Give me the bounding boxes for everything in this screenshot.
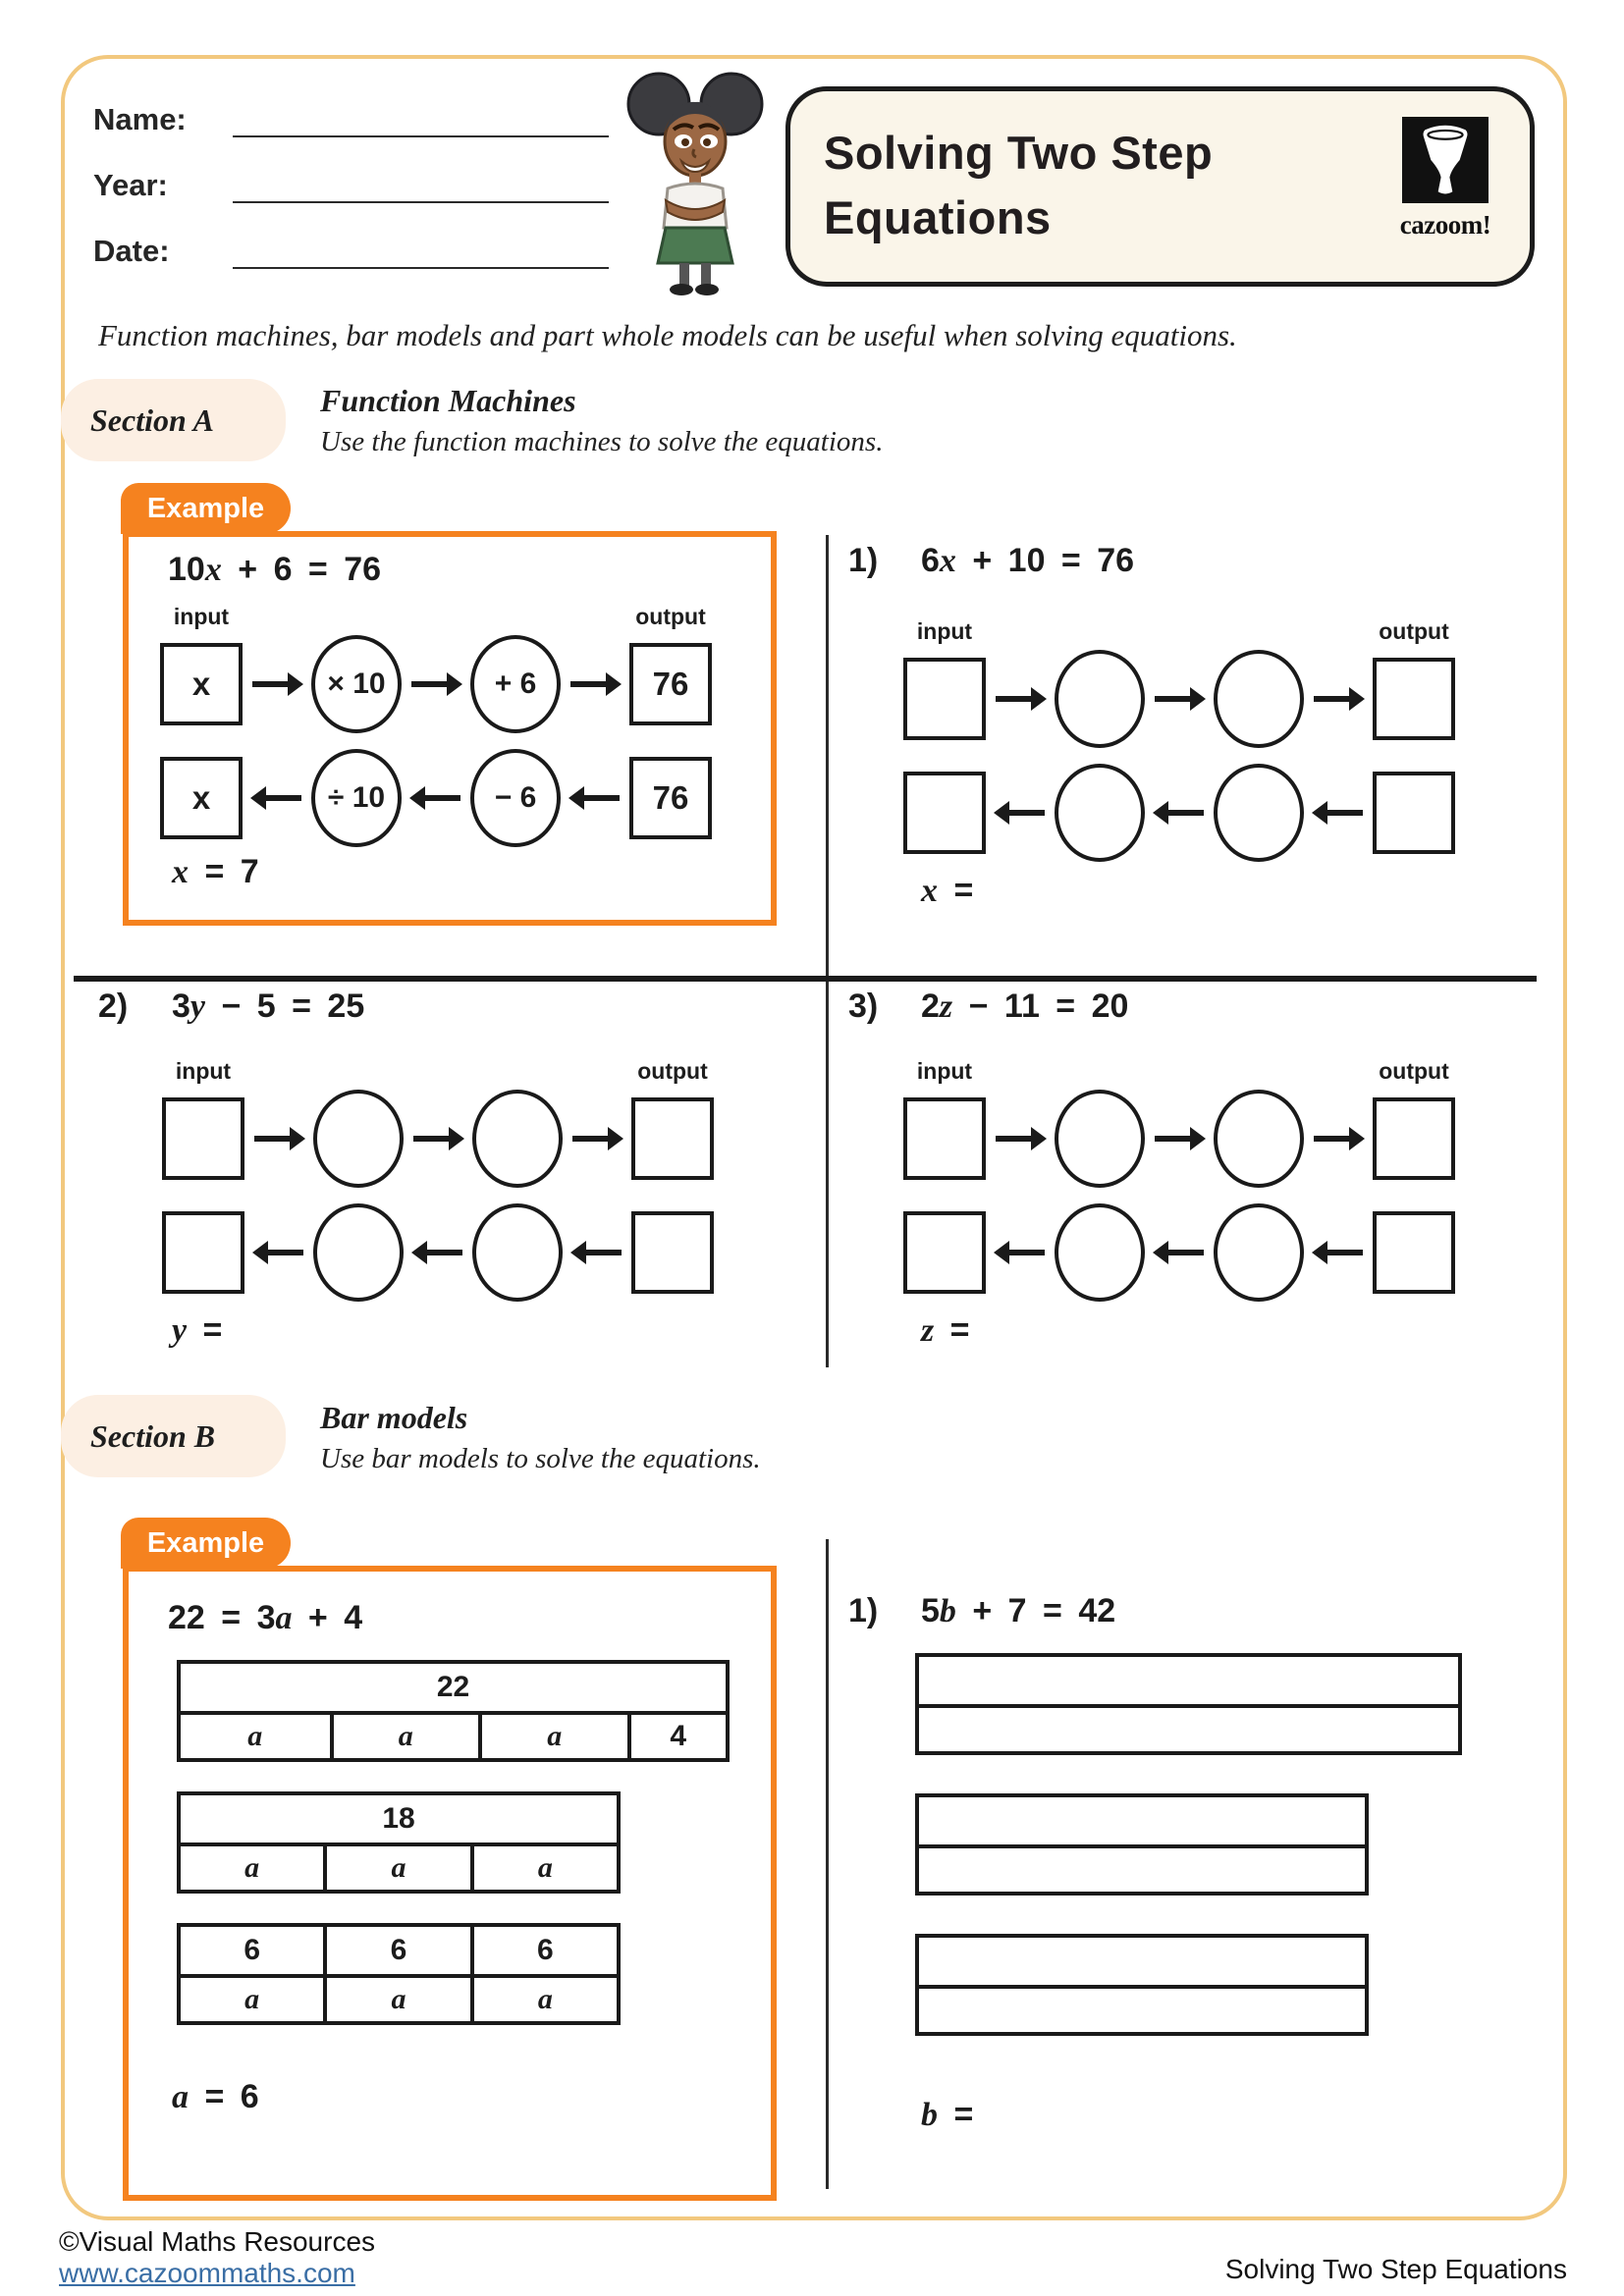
output-label: output (637, 1058, 708, 1084)
answer-blank[interactable] (973, 2100, 1081, 2133)
machine-forward-row (903, 1090, 1455, 1188)
operation-circle-blank[interactable] (472, 1203, 563, 1302)
row-divider-a (74, 976, 1537, 982)
bar-part-cell: a (330, 1715, 479, 1758)
section-a-label: Section A (90, 401, 214, 438)
arrow-left-icon (570, 1241, 623, 1264)
arrow-left-icon (411, 1241, 464, 1264)
bar-blank-cell[interactable] (919, 1938, 1365, 1985)
arrow-left-icon (252, 1241, 305, 1264)
problem-a1-answer: x = (921, 872, 1081, 910)
cazoom-logo (1386, 117, 1504, 240)
bar-part-cell: 4 (627, 1715, 727, 1758)
year-row (93, 164, 609, 203)
arrow-left-icon (1312, 1241, 1365, 1264)
example-box-b (123, 1566, 777, 2201)
arrow-right-icon (1312, 1127, 1365, 1150)
output-box-blank[interactable] (1373, 658, 1455, 740)
arrow-left-icon (994, 801, 1047, 825)
section-a-instruction: Use the function machines to solve the equations. (320, 426, 884, 457)
page-title: Solving Two Step Equations (824, 127, 1214, 243)
arrow-right-icon (250, 672, 303, 696)
output-label: output (1379, 1058, 1449, 1084)
bar-part-cell: a (247, 1720, 263, 1752)
input-box-blank[interactable] (903, 1211, 986, 1294)
operation-circle: × 10 (311, 635, 402, 733)
output-box-blank[interactable] (1373, 1211, 1455, 1294)
machine-forward-row (160, 635, 712, 733)
example-b-answer: a = 6 (172, 2078, 259, 2115)
djembe-drum-icon (1402, 117, 1489, 203)
input-box: x (160, 643, 243, 725)
problem-a1-function-machine (903, 618, 1455, 862)
input-label: input (916, 1058, 973, 1084)
section-b-instruction: Use bar models to solve the equations. (320, 1443, 761, 1474)
input-label: input (173, 604, 230, 629)
operation-circle: ÷ 10 (311, 749, 402, 847)
machine-backward-row (162, 1203, 714, 1302)
section-a-heading: Function Machines (320, 383, 576, 418)
example-a-function-machine (160, 604, 712, 847)
input-box-blank[interactable] (162, 1097, 244, 1180)
operation-circle-blank[interactable] (313, 1090, 404, 1188)
answer-blank[interactable] (973, 876, 1081, 909)
example-a-answer: x = 7 (172, 853, 259, 890)
input-box-blank[interactable] (903, 658, 986, 740)
operation-circle-blank[interactable] (1214, 1090, 1304, 1188)
bar-part-cell: a (244, 1983, 260, 2015)
example-box-a (123, 531, 777, 926)
name-label: Name: (93, 102, 187, 136)
operation-circle: − 6 (470, 749, 561, 847)
bar-part-cell: a (470, 1846, 617, 1890)
problem-number: 2) (98, 988, 129, 1025)
blank-bar-model-3 (915, 1934, 1369, 2036)
answer-blank[interactable] (970, 1315, 1078, 1349)
input-label: input (175, 1058, 232, 1084)
machine-backward-row (903, 1203, 1455, 1302)
date-input-line[interactable] (233, 234, 609, 269)
problem-a2-answer: y = (172, 1311, 330, 1350)
output-box-blank[interactable] (631, 1097, 714, 1180)
arrow-right-icon (570, 1127, 623, 1150)
example-b-equation: 22 = 3a + 4 (168, 1599, 363, 1636)
title-box (785, 86, 1535, 287)
input-box-blank[interactable] (903, 1097, 986, 1180)
section-b-label: Section B (90, 1417, 216, 1454)
arrow-right-icon (1312, 687, 1365, 711)
output-box-blank[interactable] (1373, 1097, 1455, 1180)
column-divider-a (826, 535, 829, 1367)
operation-circle-blank[interactable] (1055, 650, 1145, 748)
arrow-right-icon (1153, 1127, 1206, 1150)
example-tab-b: Example (121, 1518, 291, 1569)
operation-circle-blank[interactable] (1214, 1203, 1304, 1302)
arrow-left-icon (568, 786, 622, 810)
bar-value-cell: 6 (323, 1927, 469, 1974)
output-box-blank[interactable] (1373, 772, 1455, 854)
arrow-right-icon (1153, 687, 1206, 711)
operation-circle-blank[interactable] (1055, 1090, 1145, 1188)
operation-circle-blank[interactable] (472, 1090, 563, 1188)
output-box-blank[interactable] (631, 1211, 714, 1294)
operation-circle: + 6 (470, 635, 561, 733)
bar-value-cell: 6 (244, 1934, 260, 1966)
answer-blank[interactable] (222, 1315, 330, 1349)
operation-circle-blank[interactable] (313, 1203, 404, 1302)
machine-backward-row (903, 764, 1455, 862)
bar-model-18 (177, 1791, 621, 1894)
problem-a1-equation: 6x + 10 = 76 (921, 542, 1135, 579)
bar-blank-cell[interactable] (919, 1708, 1458, 1751)
problem-b1-equation: 5b + 7 = 42 (921, 1592, 1116, 1629)
arrow-left-icon (1153, 1241, 1206, 1264)
arrow-left-icon (1312, 801, 1365, 825)
intro-text: Function machines, bar models and part whole models can be useful when solving equations. (98, 318, 1237, 352)
arrow-left-icon (409, 786, 462, 810)
blank-bar-model-1 (915, 1653, 1462, 1755)
bar-blank-cell[interactable] (919, 1657, 1458, 1704)
footer-worksheet-title: Solving Two Step Equations (1224, 2254, 1567, 2284)
footer-credit: ©Visual Maths Resources (59, 2226, 376, 2257)
arrow-right-icon (568, 672, 622, 696)
bar-part-cell: a (323, 1846, 469, 1890)
arrow-left-icon (250, 786, 303, 810)
machine-forward-row (162, 1090, 714, 1188)
input-box-blank[interactable] (162, 1211, 244, 1294)
input-box: x (160, 757, 243, 839)
problem-a3-answer: z = (921, 1311, 1078, 1350)
problem-b1-answer: b = (921, 2096, 1081, 2134)
bar-part-cell: a (244, 1851, 260, 1884)
blank-bar-model-2 (915, 1793, 1369, 1896)
section-a-pill (61, 379, 286, 461)
bar-blank-cell[interactable] (919, 1848, 1365, 1892)
bar-blank-cell[interactable] (919, 1797, 1365, 1844)
footer-website-link[interactable]: www.cazoommaths.com (59, 2258, 355, 2288)
bar-model-22 (177, 1660, 730, 1762)
student-character-illustration (615, 61, 776, 301)
section-b-pill (61, 1395, 286, 1477)
arrow-right-icon (994, 687, 1047, 711)
arrow-right-icon (994, 1127, 1047, 1150)
operation-circle-blank[interactable] (1055, 764, 1145, 862)
arrow-left-icon (994, 1241, 1047, 1264)
example-a-equation: 10x + 6 = 76 (168, 551, 382, 588)
problem-a2-function-machine (162, 1058, 714, 1302)
operation-circle-blank[interactable] (1055, 1203, 1145, 1302)
input-label: input (916, 618, 973, 644)
machine-forward-row (903, 650, 1455, 748)
arrow-left-icon (1153, 801, 1206, 825)
problem-a3-equation: 2z − 11 = 20 (921, 988, 1129, 1025)
bar-model-6s (177, 1923, 621, 2025)
date-row (93, 230, 609, 269)
problem-number: 3) (848, 988, 879, 1025)
bar-value-cell: 6 (470, 1927, 617, 1974)
date-label: Date: (93, 234, 170, 268)
cazoom-logo-text: cazoom! (1399, 210, 1491, 240)
output-box: 76 (629, 643, 712, 725)
student-girl-icon (615, 61, 776, 296)
operation-circle-blank[interactable] (1214, 650, 1304, 748)
arrow-right-icon (409, 672, 462, 696)
year-label: Year: (93, 168, 168, 202)
problem-a3-function-machine (903, 1058, 1455, 1302)
bar-part-cell: a (478, 1715, 627, 1758)
output-box: 76 (629, 757, 712, 839)
problem-number: 1) (848, 542, 879, 579)
input-box-blank[interactable] (903, 772, 986, 854)
name-row (93, 98, 609, 137)
output-label: output (1379, 618, 1449, 644)
bar-part-cell: a (470, 1978, 617, 2021)
machine-backward-row (160, 749, 712, 847)
bar-total-cell: 18 (382, 1802, 415, 1835)
operation-circle-blank[interactable] (1214, 764, 1304, 862)
arrow-right-icon (252, 1127, 305, 1150)
arrow-right-icon (411, 1127, 464, 1150)
year-input-line[interactable] (233, 168, 609, 203)
problem-number: 1) (848, 1592, 879, 1629)
problem-a2-equation: 3y − 5 = 25 (172, 988, 365, 1025)
bar-blank-cell[interactable] (919, 1989, 1365, 2032)
section-b-heading: Bar models (320, 1400, 468, 1435)
bar-total-cell: 22 (436, 1671, 470, 1703)
name-input-line[interactable] (233, 102, 609, 137)
output-label: output (635, 604, 706, 629)
column-divider-b (826, 1539, 829, 2189)
bar-part-cell: a (323, 1978, 469, 2021)
example-tab-a: Example (121, 483, 291, 534)
